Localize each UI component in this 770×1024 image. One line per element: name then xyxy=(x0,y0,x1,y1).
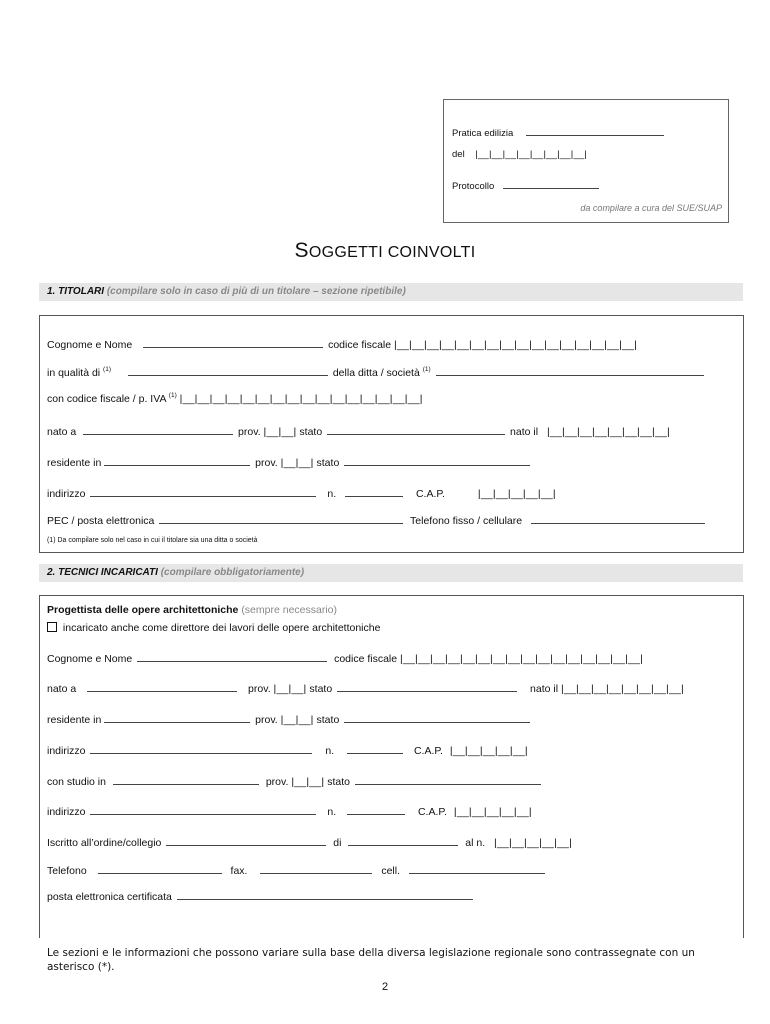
field-prov[interactable]: |__|__| xyxy=(273,683,307,695)
label-cognome-nome: Cognome e Nome xyxy=(47,339,133,351)
label-iscritto: Iscritto all’ordine/collegio xyxy=(47,837,162,849)
title-first-letter: S xyxy=(294,239,309,262)
label-residente-in: residente in xyxy=(47,714,102,726)
sue-suap-box xyxy=(443,99,729,223)
label-cognome-nome: Cognome e Nome xyxy=(47,653,133,665)
label-telefono: Telefono fisso / cellulare xyxy=(410,515,523,527)
section-titolari-header xyxy=(39,283,743,301)
label-sempre: (sempre necessario) xyxy=(241,604,338,616)
legislation-note: Le sezioni e le informazioni che possono variare sulla base della diversa legislazione regionale sono contrassegnate con un asterisco (*). xyxy=(47,947,695,973)
label-indirizzo: indirizzo xyxy=(47,745,86,757)
s2-row-cognome xyxy=(47,650,643,665)
field-numero[interactable] xyxy=(345,485,403,497)
label-n: n. xyxy=(327,488,337,500)
del-date-field[interactable]: |__|__|__|__|__|__|__|__| xyxy=(475,149,588,160)
s1-row-pec xyxy=(47,512,707,527)
field-cell[interactable] xyxy=(409,862,545,874)
progettista-heading xyxy=(47,604,337,616)
field-prov[interactable]: |__|__| xyxy=(291,776,325,788)
label-stato: stato xyxy=(316,457,340,469)
label-della-ditta: della ditta / società xyxy=(332,367,420,379)
s2-row-indirizzo-2 xyxy=(47,803,532,818)
label-prov: prov. xyxy=(265,776,289,788)
label-pec: posta elettronica certificata xyxy=(47,891,172,903)
label-stato: stato xyxy=(316,714,340,726)
s2-row-incaricato xyxy=(47,622,380,634)
section-hint: (compilare solo in caso di più di un titolare – sezione ripetibile) xyxy=(106,286,406,297)
page-number: 2 xyxy=(381,981,389,993)
protocollo-label: Protocollo xyxy=(452,181,495,192)
label-n: n. xyxy=(325,745,335,757)
field-indirizzo[interactable] xyxy=(90,803,316,815)
field-indirizzo[interactable] xyxy=(90,742,312,754)
label-cap: C.A.P. xyxy=(415,488,445,500)
field-codice-fiscale[interactable]: |__|__|__|__|__|__|__|__|__|__|__|__|__|__|__|__| xyxy=(394,339,638,351)
field-codice-fiscale[interactable]: |__|__|__|__|__|__|__|__|__|__|__|__|__|__|__|__| xyxy=(400,653,644,665)
label-telefono: Telefono xyxy=(47,865,87,877)
s1-row-indirizzo xyxy=(47,485,556,500)
label-al-n: al n. xyxy=(465,837,486,849)
footnote-ref: (1) xyxy=(103,366,111,373)
s1-row-piva xyxy=(47,392,423,405)
label-residente-in: residente in xyxy=(47,457,102,469)
section-hint: (compilare obbligatoriamente) xyxy=(160,567,305,578)
field-numero[interactable] xyxy=(347,742,403,754)
field-pec[interactable] xyxy=(159,512,403,524)
s1-row-qualita xyxy=(47,364,706,379)
section-number: 1. TITOLARI xyxy=(47,286,105,297)
footnote-ref: (1) xyxy=(422,366,431,373)
s2-row-iscritto xyxy=(47,834,572,849)
label-di: di xyxy=(333,837,342,849)
page-title xyxy=(0,239,770,263)
s1-row-residente xyxy=(47,454,532,469)
field-ditta[interactable] xyxy=(436,364,704,376)
field-nato-il[interactable]: |__|__|__|__|__|__|__|__| xyxy=(546,426,670,438)
tecnici-box xyxy=(39,595,744,938)
label-cap: C.A.P. xyxy=(413,745,443,757)
label-stato: stato xyxy=(299,426,323,438)
field-nato-a[interactable] xyxy=(83,423,233,435)
field-cognome-nome[interactable] xyxy=(137,650,327,662)
label-cell: cell. xyxy=(381,865,401,877)
direttore-lavori-checkbox[interactable] xyxy=(47,622,57,632)
s2-row-indirizzo-1 xyxy=(47,742,528,757)
field-telefono[interactable] xyxy=(98,862,222,874)
s2-row-pec xyxy=(47,888,475,903)
field-studio[interactable] xyxy=(113,773,259,785)
field-cap[interactable]: |__|__|__|__|__| xyxy=(477,488,556,500)
field-residente-in[interactable] xyxy=(104,711,250,723)
label-in-qualita: in qualità di xyxy=(47,367,101,379)
label-cap: C.A.P. xyxy=(417,806,447,818)
protocollo-field[interactable] xyxy=(503,177,599,189)
field-di[interactable] xyxy=(348,834,458,846)
label-stato: stato xyxy=(327,776,350,788)
titolari-box xyxy=(39,315,744,553)
label-incaricato: incaricato anche come direttore dei lavori delle opere architettoniche xyxy=(62,622,381,634)
label-progettista: Progettista delle opere architettoniche xyxy=(47,604,239,616)
field-telefono[interactable] xyxy=(531,512,705,524)
field-al-n[interactable]: |__|__|__|__|__| xyxy=(494,837,573,849)
field-pec[interactable] xyxy=(177,888,473,900)
s2-row-residente xyxy=(47,711,532,726)
label-nato-il: nato il xyxy=(510,426,539,438)
label-codice-fiscale: codice fiscale xyxy=(334,653,398,665)
sue-note: da compilare a cura del SUE/SUAP xyxy=(580,203,722,213)
pratica-label: Pratica edilizia xyxy=(452,128,514,139)
label-indirizzo: indirizzo xyxy=(47,806,86,818)
label-pec: PEC / posta elettronica xyxy=(47,515,155,527)
s1-row-cognome xyxy=(47,336,637,351)
label-stato: stato xyxy=(309,683,333,695)
field-stato[interactable] xyxy=(355,773,541,785)
s2-row-studio xyxy=(47,773,543,788)
field-fax[interactable] xyxy=(260,862,372,874)
label-prov: prov. xyxy=(255,714,278,726)
field-indirizzo[interactable] xyxy=(90,485,316,497)
s1-row-nato xyxy=(47,423,670,438)
field-cap[interactable]: |__|__|__|__|__| xyxy=(449,745,528,757)
field-piva[interactable]: |__|__|__|__|__|__|__|__|__|__|__|__|__|__|__|__| xyxy=(179,393,423,405)
label-nato-a: nato a xyxy=(47,426,77,438)
label-con-studio: con studio in xyxy=(47,776,106,788)
label-n: n. xyxy=(327,806,337,818)
field-stato[interactable] xyxy=(344,711,530,723)
field-stato[interactable] xyxy=(344,454,530,466)
footnote-ref: (1) xyxy=(168,392,177,399)
field-cap[interactable]: |__|__|__|__|__| xyxy=(453,806,532,818)
section-number: 2. TECNICI INCARICATI xyxy=(47,567,158,578)
field-ordine[interactable] xyxy=(166,834,326,846)
field-cognome-nome[interactable] xyxy=(143,336,323,348)
field-numero[interactable] xyxy=(347,803,405,815)
label-cf-piva: con codice fiscale / p. IVA xyxy=(47,393,166,405)
pratica-row xyxy=(452,124,666,139)
title-rest: OGGETTI COINVOLTI xyxy=(308,244,476,261)
label-codice-fiscale: codice fiscale xyxy=(328,339,392,351)
protocollo-row xyxy=(452,177,601,192)
label-indirizzo: indirizzo xyxy=(47,488,86,500)
label-prov: prov. xyxy=(255,457,278,469)
field-qualita[interactable] xyxy=(128,364,328,376)
s2-row-nato xyxy=(47,680,684,695)
field-prov[interactable]: |__|__| xyxy=(280,457,314,469)
section-tecnici-header xyxy=(39,564,743,582)
field-nato-il[interactable]: |__|__|__|__|__|__|__|__| xyxy=(560,683,684,695)
field-nato-a[interactable] xyxy=(87,680,237,692)
del-row xyxy=(452,149,587,160)
label-nato-il: nato il xyxy=(530,683,559,695)
label-prov: prov. xyxy=(248,683,271,695)
label-prov: prov. xyxy=(238,426,261,438)
field-prov[interactable]: |__|__| xyxy=(263,426,297,438)
s2-row-telefono xyxy=(47,862,547,877)
pratica-field[interactable] xyxy=(526,124,664,136)
field-stato[interactable] xyxy=(327,423,505,435)
field-residente-in[interactable] xyxy=(104,454,250,466)
label-fax: fax. xyxy=(230,865,248,877)
del-label: del xyxy=(452,149,465,160)
field-prov[interactable]: |__|__| xyxy=(280,714,314,726)
label-nato-a: nato a xyxy=(47,683,77,695)
footnote-1: (1) Da compilare solo nel caso in cui il titolare sia una ditta o società xyxy=(47,537,258,544)
field-stato[interactable] xyxy=(337,680,517,692)
